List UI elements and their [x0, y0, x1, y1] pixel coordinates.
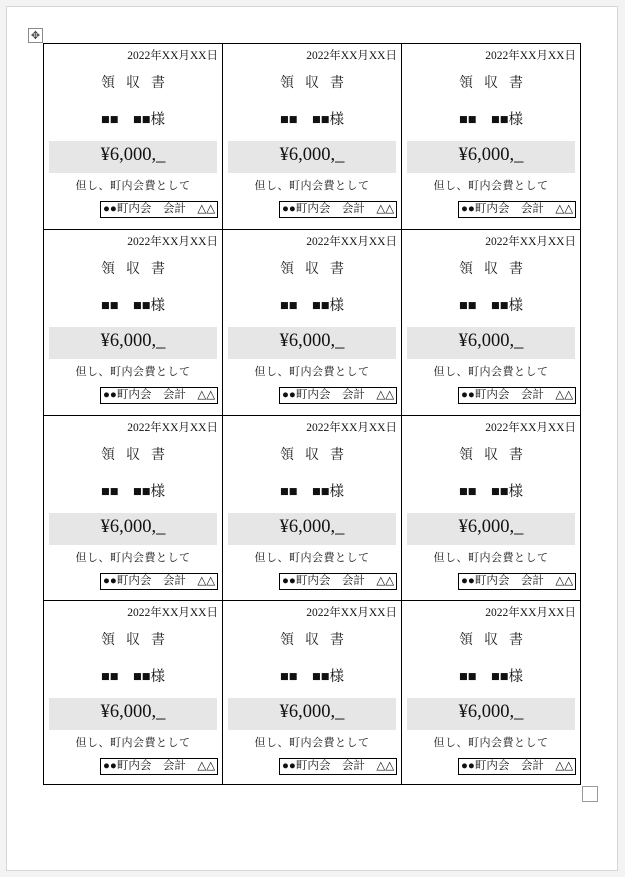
- receipt-note: 但し、町内会費として: [433, 180, 549, 192]
- receipt-title: 領収書: [101, 633, 176, 648]
- amount-box: [228, 513, 396, 545]
- amount-box: [49, 513, 217, 545]
- receipt-title: 領収書: [280, 262, 355, 277]
- receipt-date: 2022年XX月XX日: [485, 236, 576, 248]
- receipt-date: 2022年XX月XX日: [127, 50, 218, 62]
- amount-box: [407, 327, 575, 359]
- receipt-issuer: ●●町内会 会計 △△: [279, 573, 397, 590]
- receipt-amount: ¥6,000,_: [100, 145, 166, 165]
- receipt-issuer: ●●町内会 会計 △△: [458, 758, 576, 775]
- amount-box: [49, 141, 217, 173]
- receipt-title: 領収書: [459, 262, 534, 277]
- receipt-addressee: ■■ ■■様: [100, 112, 166, 128]
- receipt-date: 2022年XX月XX日: [485, 607, 576, 619]
- receipt-issuer: ●●町内会 会計 △△: [100, 758, 218, 775]
- receipt-title: 領収書: [101, 76, 176, 91]
- receipt-date: 2022年XX月XX日: [485, 50, 576, 62]
- receipt-title: 領収書: [280, 448, 355, 463]
- receipt-issuer: ●●町内会 会計 △△: [458, 201, 576, 218]
- receipt-note: 但し、町内会費として: [254, 366, 370, 378]
- receipt-title: 領収書: [280, 633, 355, 648]
- receipt-note: 但し、町内会費として: [433, 737, 549, 749]
- receipt-title: 領収書: [459, 76, 534, 91]
- receipt-note: 但し、町内会費として: [75, 552, 191, 564]
- receipt-cell[interactable]: [44, 44, 223, 230]
- receipt-addressee: ■■ ■■様: [279, 484, 345, 500]
- amount-box: [49, 698, 217, 730]
- receipt-addressee: ■■ ■■様: [100, 298, 166, 314]
- amount-box: [228, 327, 396, 359]
- receipt-note: 但し、町内会費として: [254, 552, 370, 564]
- receipt-amount: ¥6,000,_: [458, 517, 524, 537]
- receipt-title: 領収書: [101, 262, 176, 277]
- receipt-amount: ¥6,000,_: [279, 331, 345, 351]
- receipt-cell[interactable]: [44, 416, 223, 601]
- receipt-note: 但し、町内会費として: [75, 180, 191, 192]
- receipt-date: 2022年XX月XX日: [306, 422, 397, 434]
- receipt-title: 領収書: [280, 76, 355, 91]
- receipt-cell[interactable]: [44, 230, 223, 416]
- receipt-cell[interactable]: [402, 44, 580, 230]
- receipt-note: 但し、町内会費として: [75, 366, 191, 378]
- receipt-date: 2022年XX月XX日: [127, 422, 218, 434]
- receipt-addressee: ■■ ■■様: [100, 484, 166, 500]
- receipt-title: 領収書: [459, 633, 534, 648]
- amount-box: [407, 513, 575, 545]
- amount-box: [49, 327, 217, 359]
- receipt-note: 但し、町内会費として: [254, 737, 370, 749]
- amount-box: [407, 141, 575, 173]
- receipt-amount: ¥6,000,_: [100, 517, 166, 537]
- receipt-amount: ¥6,000,_: [279, 517, 345, 537]
- receipt-amount: ¥6,000,_: [100, 331, 166, 351]
- receipt-note: 但し、町内会費として: [433, 552, 549, 564]
- receipt-note: 但し、町内会費として: [75, 737, 191, 749]
- receipt-table: [43, 43, 581, 785]
- receipt-cell[interactable]: [44, 601, 223, 784]
- amount-box: [407, 698, 575, 730]
- receipt-addressee: ■■ ■■様: [458, 484, 524, 500]
- receipt-amount: ¥6,000,_: [458, 331, 524, 351]
- receipt-date: 2022年XX月XX日: [485, 422, 576, 434]
- receipt-date: 2022年XX月XX日: [127, 236, 218, 248]
- receipt-amount: ¥6,000,_: [458, 145, 524, 165]
- receipt-cell[interactable]: [223, 230, 402, 416]
- receipt-date: 2022年XX月XX日: [306, 50, 397, 62]
- receipt-addressee: ■■ ■■様: [458, 112, 524, 128]
- receipt-addressee: ■■ ■■様: [279, 112, 345, 128]
- receipt-title: 領収書: [101, 448, 176, 463]
- receipt-issuer: ●●町内会 会計 △△: [279, 758, 397, 775]
- receipt-addressee: ■■ ■■様: [100, 669, 166, 685]
- receipt-amount: ¥6,000,_: [100, 702, 166, 722]
- receipt-cell[interactable]: [402, 601, 580, 784]
- receipt-cell[interactable]: [402, 416, 580, 601]
- receipt-note: 但し、町内会費として: [254, 180, 370, 192]
- amount-box: [228, 141, 396, 173]
- receipt-issuer: ●●町内会 会計 △△: [279, 387, 397, 404]
- receipt-addressee: ■■ ■■様: [458, 298, 524, 314]
- receipt-issuer: ●●町内会 会計 △△: [279, 201, 397, 218]
- receipt-cell[interactable]: [223, 416, 402, 601]
- receipt-cell[interactable]: [223, 44, 402, 230]
- receipt-addressee: ■■ ■■様: [279, 669, 345, 685]
- receipt-date: 2022年XX月XX日: [306, 607, 397, 619]
- receipt-issuer: ●●町内会 会計 △△: [100, 201, 218, 218]
- receipt-amount: ¥6,000,_: [279, 145, 345, 165]
- receipt-cell[interactable]: [402, 230, 580, 416]
- receipt-date: 2022年XX月XX日: [306, 236, 397, 248]
- receipt-amount: ¥6,000,_: [458, 702, 524, 722]
- amount-box: [228, 698, 396, 730]
- receipt-title: 領収書: [459, 448, 534, 463]
- receipt-amount: ¥6,000,_: [279, 702, 345, 722]
- table-resize-handle-icon[interactable]: [582, 786, 598, 802]
- receipt-cell[interactable]: [223, 601, 402, 784]
- receipt-issuer: ●●町内会 会計 △△: [100, 573, 218, 590]
- receipt-addressee: ■■ ■■様: [279, 298, 345, 314]
- receipt-addressee: ■■ ■■様: [458, 669, 524, 685]
- receipt-issuer: ●●町内会 会計 △△: [458, 387, 576, 404]
- table-move-handle-icon[interactable]: ✥: [28, 28, 43, 43]
- receipt-date: 2022年XX月XX日: [127, 607, 218, 619]
- receipt-issuer: ●●町内会 会計 △△: [100, 387, 218, 404]
- receipt-note: 但し、町内会費として: [433, 366, 549, 378]
- receipt-issuer: ●●町内会 会計 △△: [458, 573, 576, 590]
